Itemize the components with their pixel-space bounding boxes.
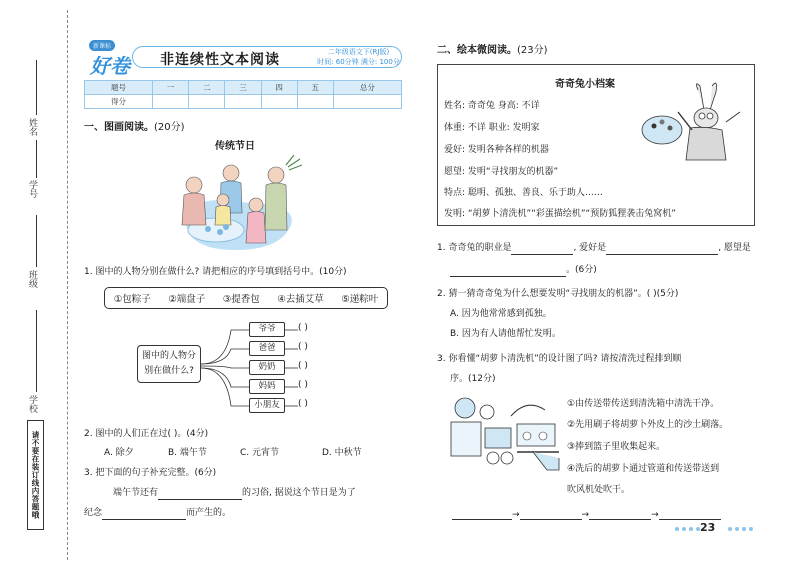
binding-margin (0, 0, 78, 569)
question-2-1-line-1 (437, 242, 751, 255)
profile-line: 发明: “胡萝卜清洗机”“彩蛋描绘机”“预防狐狸袭击兔窝机” (444, 209, 676, 219)
q2-option-c[interactable]: C. 元宵节 (240, 448, 280, 458)
who-box: 图中的人物分别在做什么? (137, 345, 201, 383)
q2-option-a[interactable]: A. 除夕 (104, 448, 134, 458)
logo-badge: 新课标 (89, 40, 115, 51)
q3-text: 纪念 (84, 508, 103, 518)
score-input-cell[interactable] (333, 95, 401, 109)
rabbit-inventor-illustration (640, 82, 745, 162)
name-field[interactable] (36, 60, 37, 115)
page-dots-left (675, 527, 700, 531)
q-text: , 爱好是 (573, 243, 607, 253)
score-table-score-row (85, 95, 402, 109)
score-input-cell[interactable] (225, 95, 261, 109)
profile-line: 爱好: 发明各种各样的机器 (444, 145, 549, 155)
exam-meta (315, 46, 402, 68)
dash-lines (285, 322, 299, 414)
profile-line: 姓名: 奇奇兔 身高: 不详 (444, 101, 540, 111)
question-2-3-line-2: 序。(12分) (450, 374, 496, 384)
score-input-cell[interactable] (189, 95, 225, 109)
answer-paren-grandpa[interactable]: ( ) (298, 323, 308, 333)
q3-blank-commemorate[interactable] (102, 509, 186, 520)
q2-option-b[interactable]: B. 端午节 (168, 448, 207, 458)
order-blank-4[interactable] (659, 509, 721, 520)
section-2-label: 二、绘本微阅读。 (437, 45, 517, 56)
section-1-label: 一、图画阅读。 (84, 122, 154, 133)
answer-paren-child[interactable]: ( ) (298, 399, 308, 409)
name-label: 姓名 (27, 118, 37, 136)
binding-notice: 请不要在装订线内答题哦 (27, 420, 44, 530)
q-text: 。(6分) (566, 265, 597, 275)
option-item: ⑤递粽叶 (341, 294, 379, 305)
question-2-1-line-2 (450, 264, 597, 277)
person-grandma: 奶奶 (249, 360, 285, 375)
profile-line: 愿望: 发明“寻找朋友的机器” (444, 167, 559, 177)
order-blank-3[interactable] (589, 509, 651, 520)
page-number: 23 (700, 521, 716, 534)
score-cell: 四 (261, 81, 297, 95)
page-dots-right (728, 527, 753, 531)
arrow: → (651, 510, 659, 520)
class-label: 班级 (27, 270, 37, 288)
person-dad: 爸爸 (249, 341, 285, 356)
answer-paren-mom[interactable]: ( ) (298, 380, 308, 390)
section-1-points: (20分) (154, 122, 185, 133)
blank-occupation[interactable] (511, 244, 573, 255)
step-4-cont: 吹风机处吹干。 (567, 485, 631, 495)
profile-title: 奇奇兔小档案 (555, 79, 615, 90)
question-1-3: 3. 把下面的句子补充完整。(6分) (84, 468, 217, 478)
q3-sentence-line-1 (113, 487, 356, 500)
school-label: 学校 (27, 395, 37, 413)
section-2-points: (23分) (517, 45, 548, 56)
binding-dashed-line (67, 10, 68, 560)
score-table-header-row (85, 81, 402, 95)
connector-lines (201, 322, 251, 414)
score-cell: 五 (297, 81, 333, 95)
score-input-cell[interactable] (297, 95, 333, 109)
order-answer-row (452, 509, 721, 520)
question-1-2: 2. 图中的人们正在过( )。(4分) (84, 429, 209, 439)
answer-paren-dad[interactable]: ( ) (298, 342, 308, 352)
option-item: ④去插艾草 (277, 294, 324, 305)
blank-hobby[interactable] (606, 244, 718, 255)
score-cell: 三 (225, 81, 261, 95)
id-field[interactable] (36, 140, 37, 178)
school-field[interactable] (36, 310, 37, 392)
profile-line: 体重: 不详 职业: 发明家 (444, 123, 540, 133)
time-score-label: 时间: 60分钟 满分: 100分 (317, 58, 400, 66)
score-cell: 一 (153, 81, 189, 95)
step-1: ①由传送带传送到清洗箱中清洗干净。 (567, 399, 720, 409)
q3-text: 而产生的。 (186, 508, 232, 518)
score-input-cell[interactable] (153, 95, 189, 109)
option-item: ①包粽子 (113, 294, 151, 305)
q-text: 1. 奇奇兔的职业是 (437, 243, 512, 253)
q2-2-option-b[interactable]: B. 因为有人请他帮忙发明。 (450, 329, 561, 339)
step-4: ④洗后的胡萝卜通过管道和传送带送到 (567, 464, 720, 474)
section-2-title (437, 41, 548, 56)
question-2-2: 2. 猜一猜奇奇兔为什么想要发明“寻找朋友的机器”。( )(5分) (437, 289, 679, 299)
step-3: ③捧到篮子里收集起来。 (567, 442, 666, 452)
person-mom: 妈妈 (249, 379, 285, 394)
step-2: ②先用刷子将胡萝卜外皮上的沙土刷落。 (567, 420, 729, 430)
score-table (84, 80, 402, 109)
blank-wish[interactable] (450, 266, 566, 277)
person-grandpa: 爷爷 (249, 322, 285, 337)
q3-blank-custom[interactable] (158, 489, 242, 500)
profile-line: 特点: 聪明、孤独、善良、乐于助人…… (444, 188, 603, 198)
section-1-title (84, 118, 185, 133)
q-text: , 愿望是 (718, 243, 751, 253)
answer-paren-grandma[interactable]: ( ) (298, 361, 308, 371)
person-child: 小朋友 (249, 398, 285, 413)
q2-2-option-a[interactable]: A. 因为他常常感到孤独。 (450, 309, 552, 319)
arrow: → (581, 510, 590, 520)
score-cell: 得分 (85, 95, 153, 109)
option-item: ②端盘子 (168, 294, 206, 305)
id-label: 学号 (27, 180, 37, 198)
question-2-3-line-1: 3. 你看懂“胡萝卜清洗机”的设计图了吗? 请按清洗过程排到顺 (437, 354, 682, 364)
q3-sentence-line-2 (84, 507, 231, 520)
order-blank-2[interactable] (520, 509, 582, 520)
logo-text: 好卷 (90, 54, 130, 78)
arrow: → (512, 510, 520, 520)
option-item: ③提香包 (222, 294, 260, 305)
score-cell: 题号 (85, 81, 153, 95)
score-cell: 总分 (333, 81, 401, 95)
class-field[interactable] (36, 215, 37, 267)
question-1-1: 1. 图中的人物分别在做什么? 请把相应的序号填到括号中。(10分) (84, 267, 347, 277)
grade-label: 二年级语文下(RJ版) (327, 48, 390, 56)
q3-text: 端午节还有 (113, 488, 159, 498)
picture-title: 传统节日 (215, 141, 255, 152)
page-title: 非连续性文本阅读 (160, 52, 280, 68)
family-festival-illustration (176, 155, 306, 255)
q3-text: 的习俗, 据说这个节日是为了 (242, 488, 356, 498)
carrot-washer-diagram (447, 392, 562, 472)
options-box (104, 287, 388, 309)
score-cell: 二 (189, 81, 225, 95)
score-input-cell[interactable] (261, 95, 297, 109)
order-blank-1[interactable] (452, 509, 512, 520)
q2-option-d[interactable]: D. 中秋节 (322, 448, 362, 458)
